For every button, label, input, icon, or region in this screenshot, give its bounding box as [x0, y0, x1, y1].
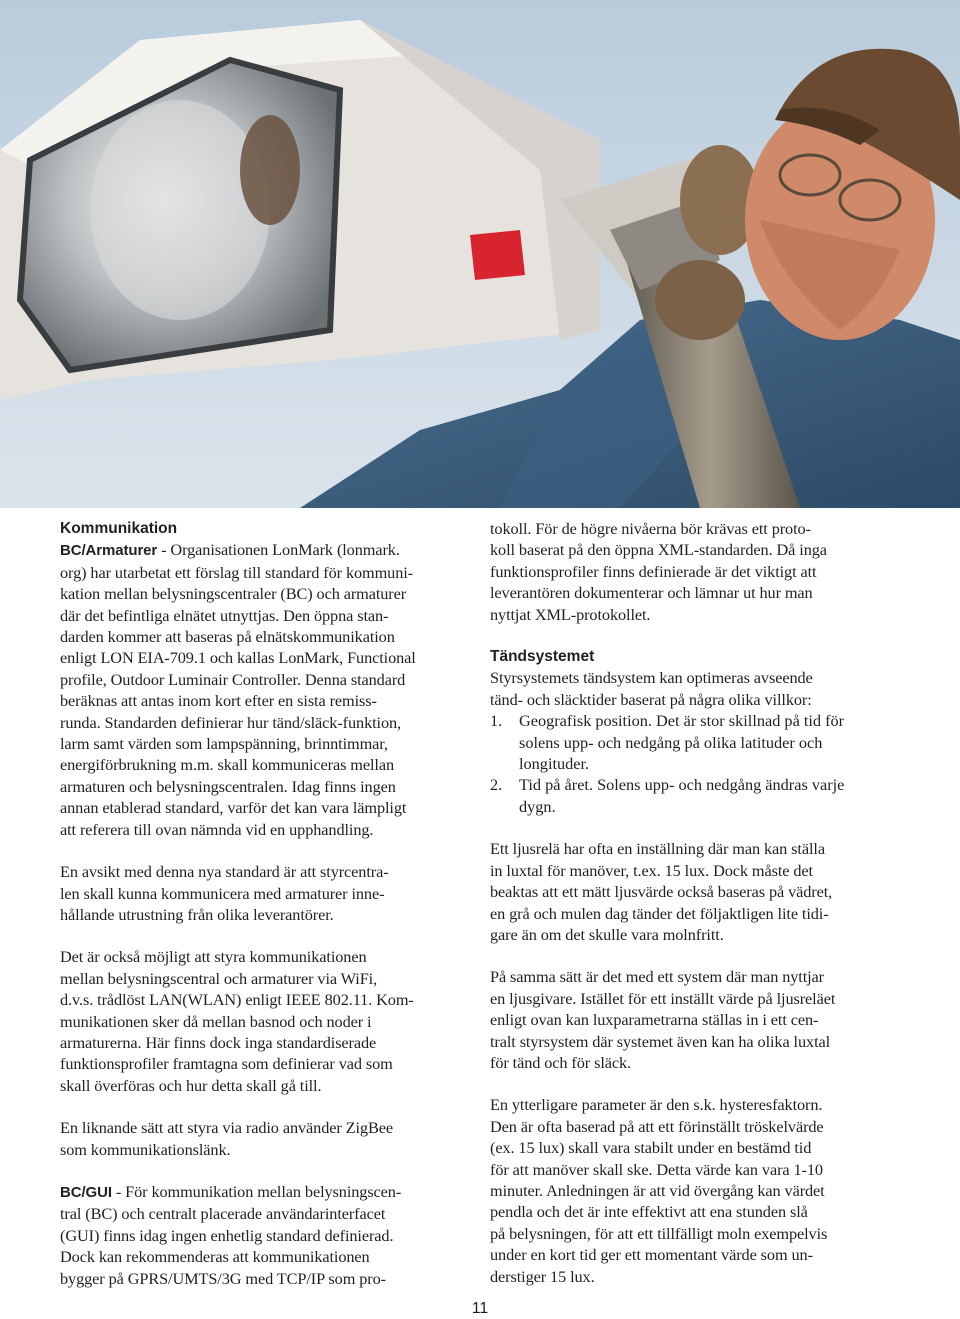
street-lamp-photo	[0, 0, 960, 508]
page-number: 11	[471, 1300, 489, 1317]
conditions-list	[490, 710, 910, 817]
list-item	[490, 774, 910, 817]
bold-lead-bc-armaturer: BC/Armaturer	[60, 542, 158, 560]
paragraph-tandsystem-intro: Styrsystemets tändsystem kan optimeras avseende tänd- och släcktider baserat på några olika villkor:	[490, 668, 813, 709]
paragraph-ljusgivare: På samma sätt är det med ett system där man nyttjar en ljusgivare. Istället för ett inställt värde på ljusreläet enligt ovan kan luxparametrarna ställas in i ett cen- tralt styrsystem där systemet även kan ha olika luxtal för tänd och för släck.	[490, 967, 836, 1072]
list-item-number: 2.	[490, 775, 503, 795]
paragraph-avsikt: En avsikt med denna nya standard är att styrcentra- len skall kunna kommunicera med armaturer inne- hållande utrustning från olika leverantörer.	[60, 862, 389, 924]
paragraph-body: - Organisationen LonMark (lonmark. org) har utarbetat ett förslag till standard för kommuni- kation mellan belysningscentraler (BC) och armaturer där det befintliga elnätet utnyttjas. Den öppna stan- darden kommer att baseras på elnätskommunikation enligt LON EIA-709.1 och kallas LonMark, Functional profile, Outdoor Luminair Controller. Denna standard beräknas att antas inom kort efter en sista remiss- runda. Standarden definierar hur tänd/släck-funktion, larm samt värden som lampspänning, brinntimmar, energiförbrukning m.m. skall kommuniceras mellan armaturen och belysningscentralen. Idag finns ingen annan etablerad standard, varför det kan vara lämpligt att referera till ovan nämnda vid en upphandling.	[60, 540, 416, 839]
paragraph-ljusrela: Ett ljusrelä har ofta en inställning där man kan ställa in luxtal för manöver, t.ex. 15 lux. Dock måste det beaktas att ett mätt ljusvärde också baseras på vädret, en grå och mulen dag tänder det följaktligen lite tidi- gare än om det skulle vara molnfritt.	[490, 839, 833, 944]
left-column	[60, 518, 470, 1289]
section-heading-tandsystemet: Tändsystemet	[490, 648, 595, 666]
paragraph-hysteresfaktor: En ytterligare parameter är den s.k. hysteresfaktorn. Den är ofta baserad på att ett förinställt tröskelvärde (ex. 15 lux) skall vara stabilt under en bestämd tid för att manöver skall ske. Detta värde kan vara 1-10 minuter. Anledningen är att vid övergång kan värdet pendla och det är inte effektivt att ena stunden slå på belysningen, för att ett tillfälligt moln exempelvis under en kort tid ger ett momentant värde som un- derstiger 15 lux.	[490, 1095, 828, 1286]
paragraph-body: - För kommunikation mellan belysningscen- tral (BC) och centralt placerade användarinterfacet (GUI) finns idag ingen enhetlig standard definierad. Dock kan rekommenderas att kommunikationen bygger på GPRS/UMTS/3G med TCP/IP som pro-	[60, 1181, 402, 1288]
list-item	[490, 710, 910, 774]
right-column	[490, 518, 910, 1287]
paragraph-zigbee: En liknande sätt att styra via radio använder ZigBee som kommunikationslänk.	[60, 1118, 393, 1159]
list-item-number: 1.	[490, 711, 503, 731]
list-item-text: Geografisk position. Det är stor skillnad på tid för solens upp- och nedgång på olika latituder och longituder.	[519, 711, 845, 774]
bold-lead-bc-gui: BC/GUI	[60, 1183, 112, 1201]
paragraph-wifi: Det är också möjligt att styra kommunikationen mellan belysningscentral och armaturer via WiFi, d.v.s. trådlöst LAN(WLAN) enligt IEEE 802.11. Kom- munikationen sker då mellan basnod och noder i armaturerna. Här finns dock inga standardiserade funktionsprofiler framtagna som definierar vad som skall överföras och hur detta skall gå till.	[60, 947, 414, 1095]
paragraph-bc-armaturer	[60, 539, 470, 840]
section-heading-kommunikation: Kommunikation	[60, 520, 178, 537]
list-item-text: Tid på året. Solens upp- och nedgång ändras varje dygn.	[519, 775, 845, 816]
paragraph-protokoll: tokoll. För de högre nivåerna bör krävas ett proto- koll baserat på den öppna XML-standarden. Då inga funktionsprofiler finns definierade är det viktigt att leverantören dokumenterar och lämnar ut hur man nyttjat XML-protokollet.	[490, 519, 827, 624]
paragraph-bc-gui	[60, 1181, 470, 1289]
